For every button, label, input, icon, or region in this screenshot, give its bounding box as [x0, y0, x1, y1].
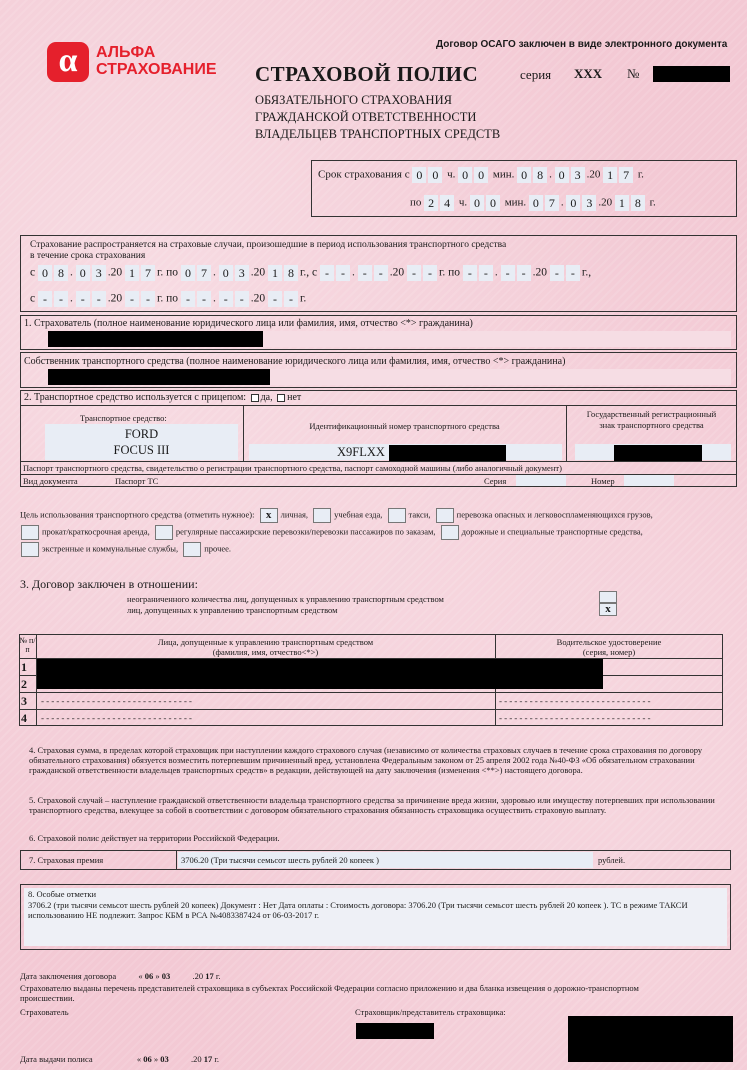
- cell: -: [197, 291, 211, 307]
- cell: 8: [54, 265, 68, 281]
- contract-unlimited: неограниченного количества лиц, допущенных к управлению транспортным средством: [127, 594, 444, 604]
- driver-4-name: ------------------------------: [40, 714, 194, 724]
- trailer-no-label: нет: [287, 392, 302, 403]
- logo-bottom-text: СТРАХОВАНИЕ: [96, 61, 217, 78]
- vehicle-label: Транспортное средство:: [80, 413, 167, 423]
- purpose-regular-checkbox[interactable]: [155, 525, 173, 540]
- cell: -: [268, 291, 282, 307]
- purpose-road-label: дорожные и специальные транспортные средства,: [461, 526, 643, 537]
- doc-type-label: Вид документа: [23, 476, 78, 486]
- vin-redacted: [389, 445, 506, 461]
- year-prefix: .20: [192, 971, 204, 981]
- cell: -: [463, 265, 477, 281]
- c-label: с: [30, 266, 36, 279]
- special-label: 8. Особые отметки: [28, 889, 96, 899]
- g-label: г.: [649, 196, 656, 209]
- cell: 3: [92, 265, 106, 281]
- col-license-header-2: (серия, номер): [582, 647, 636, 657]
- cell: -: [38, 291, 52, 307]
- row-num: 3: [21, 694, 27, 708]
- contract-year: 17: [205, 971, 214, 981]
- issue-year: 17: [203, 1054, 213, 1064]
- po-label: г. по: [438, 266, 461, 279]
- term-from-row: Срок страхования с 0 0 ч. 0 0 мин. 0 8 . 0 3 .20 1 7 г.: [318, 168, 644, 182]
- year-prefix: .20: [586, 168, 601, 181]
- cell: -: [92, 291, 106, 307]
- quote: «: [136, 1054, 142, 1064]
- g-label: г.,: [299, 266, 310, 279]
- row-num: 2: [21, 677, 27, 691]
- cell: -: [141, 291, 155, 307]
- cell: 0: [219, 265, 233, 281]
- purpose-training-checkbox[interactable]: [313, 508, 331, 523]
- cell: 7: [545, 195, 559, 211]
- reg-label-1: Государственный регистрационный: [586, 409, 717, 419]
- cell: -: [423, 265, 437, 281]
- special-text: 3706.2 (три тысячи семьсот шесть рублей 20 копеек) Документ : Нет Дата оплаты : Стоимость договора: 3706.20 (Три тысячи семьсот шесть рублей 20 копеек ). ТС в режиме ТАКСИ использованию НЕ подлежит. Запрос КБМ в РСА №4083387424 от 06-03-2017 г.: [28, 900, 688, 920]
- contract-title: 3. Договор заключен в отношении:: [20, 577, 198, 591]
- cell: 1: [125, 265, 139, 281]
- subtitle-2: ГРАЖДАНСКОЙ ОТВЕТСТВЕННОСТИ: [255, 110, 477, 124]
- subtitle-1: ОБЯЗАТЕЛЬНОГО СТРАХОВАНИЯ: [255, 93, 452, 107]
- driver-3-series: --------------: [498, 697, 570, 707]
- premium-label: 7. Страховая премия: [29, 855, 104, 865]
- cell: 0: [428, 167, 442, 183]
- driver-4-series: --------------: [498, 714, 570, 724]
- owner-name-redacted: [48, 369, 270, 385]
- cell: 0: [38, 265, 52, 281]
- purpose-dangerous-checkbox[interactable]: [436, 508, 454, 523]
- cell: 0: [529, 195, 543, 211]
- purpose-emergency-checkbox[interactable]: [21, 542, 39, 557]
- driver-1-redacted: [37, 659, 603, 689]
- cell: -: [566, 265, 580, 281]
- purpose-regular-label: регулярные пассажирские перевозки/перевозки пассажиров по заказам,: [175, 526, 436, 537]
- driver-3-name: ------------------------------: [40, 697, 194, 707]
- contract-unlimited-checkbox[interactable]: [599, 591, 617, 603]
- cell: 0: [470, 195, 484, 211]
- page-title: СТРАХОВОЙ ПОЛИС: [255, 62, 479, 86]
- purpose-row-3: [18, 542, 231, 557]
- cell: 3: [582, 195, 596, 211]
- g-label: г.: [299, 292, 307, 305]
- cell: -: [358, 265, 372, 281]
- g-label: г.,: [581, 266, 592, 279]
- cell: -: [125, 291, 139, 307]
- cell: -: [54, 291, 68, 307]
- doc-type-value: Паспорт ТС: [115, 476, 159, 486]
- logo: [47, 42, 247, 84]
- cell: -: [550, 265, 564, 281]
- policy-number-redacted: [653, 66, 730, 82]
- insurer-label: 1. Страхователь (полное наименование юридического лица или фамилия, имя, отчество <*> гражданина): [24, 318, 473, 329]
- year-prefix: .20: [598, 196, 613, 209]
- purpose-label: Цель использования транспортного средства (отметить нужное):: [20, 509, 255, 520]
- footer-info: Страхователю выданы перечень представителей страховщика в субъектах Российской Федерации согласно приложению и два бланка извещения о дорожно-транспортном происшествии.: [20, 983, 639, 1003]
- cell: -: [284, 291, 298, 307]
- row-num: 1: [21, 660, 27, 674]
- vehicle-model: FOCUS III: [113, 443, 170, 457]
- series-label: серия: [520, 67, 552, 82]
- year-prefix: .20: [191, 1054, 202, 1064]
- cell: -: [374, 265, 388, 281]
- insurer-name-redacted: [48, 331, 263, 347]
- insurer-rep-label: Страховщик/представитель страховщика:: [355, 1007, 506, 1017]
- purpose-taxi-checkbox[interactable]: [388, 508, 406, 523]
- reg-label-2: знак транспортного средства: [599, 420, 704, 430]
- purpose-training-label: учебная езда,: [334, 509, 383, 520]
- purpose-personal-label: личная,: [280, 509, 308, 520]
- contract-limited-checkbox[interactable]: x: [599, 603, 617, 616]
- term-to-row: по 2 4 ч. 0 0 мин. 0 7 . 0 3 .20 1 8 г.: [410, 196, 656, 210]
- premium-unit: рублей.: [598, 855, 626, 865]
- y20: .20: [107, 266, 123, 279]
- trailer-yes-checkbox[interactable]: [251, 394, 259, 402]
- driver-3-number: ----------------: [570, 697, 652, 707]
- purpose-other-checkbox[interactable]: [183, 542, 201, 557]
- cell: 0: [181, 265, 195, 281]
- period-text-2: в течение срока страхования: [30, 251, 146, 261]
- period-row-1: с 0 8 . 0 3 .20 1 7 г. по 0 7 . 0 3 .20 1 8 г., с - - . - - .20 - - г. по - - . - - .20 - - г.,: [30, 266, 592, 280]
- cell: -: [407, 265, 421, 281]
- owner-label: Собственник транспортного средства (полное наименование юридического лица или фамилия, имя, отчество <*> гражданина): [24, 356, 566, 367]
- cell: 7: [141, 265, 155, 281]
- issue-date-label: Дата выдачи полиса: [20, 1054, 93, 1064]
- cell: 1: [603, 167, 617, 183]
- terms-p4: 4. Страховая сумма, в пределах которой страховщик при наступлении каждого страхового случая (независимо от количества страховых случаев в течение срока страхования по договору обязательного страхования) обязуется возместить потерпевшим причиненный вред, установлена Федеральным законом от 25 апреля 2002 года №40-ФЗ «Об обязательном страховании гражданской ответственности владельцев транспортных средств» в редакции, действующей на дату заключения (изменения <**>) настоящего договора.: [29, 745, 703, 775]
- purpose-row-1: [20, 508, 653, 523]
- doc-series-field: [516, 475, 566, 486]
- cell: 3: [235, 265, 249, 281]
- y20: .20: [389, 266, 405, 279]
- representative-redacted: [356, 1023, 434, 1039]
- cell: 0: [486, 195, 500, 211]
- divider: [176, 850, 177, 870]
- trailer-label: 2. Транспортное средство используется с прицепом:: [24, 392, 247, 403]
- g-label: г.: [215, 971, 221, 981]
- row-num: 4: [21, 711, 27, 725]
- premium-value: 3706.20 (Три тысячи семьсот шесть рублей 20 копеек ): [181, 855, 379, 865]
- driver-4-number: ----------------: [570, 714, 652, 724]
- cell: 8: [284, 265, 298, 281]
- issue-date-row: [20, 1054, 219, 1064]
- doc-number-field: [624, 475, 674, 486]
- cell: -: [336, 265, 350, 281]
- purpose-personal-checkbox[interactable]: x: [260, 508, 278, 523]
- g-label: г.: [637, 168, 644, 181]
- cell: 0: [555, 167, 569, 183]
- cell: 1: [268, 265, 282, 281]
- cell: -: [320, 265, 334, 281]
- vin-prefix: X9FLXX: [337, 445, 385, 459]
- cell: -: [181, 291, 195, 307]
- quote: »: [153, 1054, 159, 1064]
- divider: [20, 461, 737, 462]
- term-from-label: Срок страхования с: [318, 168, 410, 181]
- contract-date-row: [20, 971, 221, 981]
- col-name-header-2: (фамилия, имя, отчество<*>): [212, 647, 319, 657]
- cell: 0: [412, 167, 426, 183]
- trailer-row: [24, 392, 301, 404]
- quote: »: [155, 971, 160, 981]
- purpose-rental-checkbox[interactable]: [21, 525, 39, 540]
- h-label: ч.: [447, 168, 456, 181]
- number-label: №: [627, 66, 640, 81]
- series-value: XXX: [574, 66, 603, 81]
- cell: 2: [424, 195, 438, 211]
- trailer-no-checkbox[interactable]: [277, 394, 285, 402]
- purpose-row-2: [18, 525, 643, 540]
- purpose-rental-label: прокат/краткосрочная аренда,: [42, 526, 150, 537]
- h-label: ч.: [458, 196, 468, 209]
- contract-date-label: Дата заключения договора: [20, 971, 117, 981]
- g-label: г.: [214, 1054, 220, 1064]
- purpose-emergency-label: экстренные и коммунальные службы,: [42, 543, 179, 554]
- min-label: мин.: [504, 196, 527, 209]
- cell: 8: [533, 167, 547, 183]
- doc-series-label: Серия: [484, 476, 507, 486]
- cell: 8: [631, 195, 645, 211]
- cell: -: [501, 265, 515, 281]
- purpose-other-label: прочее.: [204, 543, 232, 554]
- issue-day: 06: [143, 1054, 152, 1064]
- insured-label: Страхователь: [20, 1007, 69, 1017]
- terms-p6: 6. Страховой полис действует на территории Российской Федерации.: [29, 833, 280, 843]
- quote: «: [138, 971, 143, 981]
- c-label: с: [311, 266, 318, 279]
- electronic-note: Договор ОСАГО заключен в виде электронного документа: [436, 39, 728, 50]
- y20: .20: [250, 292, 266, 305]
- cell: -: [235, 291, 249, 307]
- y20: .20: [532, 266, 548, 279]
- divider: [20, 405, 737, 406]
- logo-top-text: АЛЬФА: [96, 44, 156, 61]
- po-label: г. по: [156, 266, 179, 279]
- cell: 0: [517, 167, 531, 183]
- cell: 3: [571, 167, 585, 183]
- contract-limited: лиц, допущенных к управлению транспортным средством: [127, 605, 338, 615]
- purpose-taxi-label: такси,: [408, 509, 431, 520]
- purpose-dangerous-label: перевозка опасных и легковоспламеняющихся грузов,: [456, 509, 653, 520]
- purpose-road-checkbox[interactable]: [441, 525, 459, 540]
- min-label: мин.: [492, 168, 515, 181]
- subtitle-3: ВЛАДЕЛЬЦЕВ ТРАНСПОРТНЫХ СРЕДСТВ: [255, 127, 501, 141]
- cell: 0: [474, 167, 488, 183]
- divider: [19, 692, 723, 693]
- term-to-label: по: [410, 196, 422, 209]
- vehicle-make: FORD: [124, 427, 159, 441]
- y20: .20: [250, 266, 266, 279]
- contract-day: 06: [144, 971, 154, 981]
- contract-month: 03: [161, 971, 171, 981]
- divider: [19, 709, 723, 710]
- period-text-1: Страхование распространяется на страховые случаи, произошедшие в период использования транспортного средства: [30, 240, 507, 250]
- period-row-2: с - - . - - .20 - - г. по - - . - - .20 - - г.: [30, 292, 307, 306]
- col-license-header-1: Водительское удостоверение: [556, 637, 662, 647]
- cell: 0: [566, 195, 580, 211]
- c-label: с: [30, 292, 36, 305]
- stamp-redacted: [568, 1016, 733, 1062]
- terms-p5: 5. Страховой случай – наступление гражданской ответственности владельца транспортного средства за причинение вреда жизни, здоровью или имуществу потерпевших при использовании транспортного средства, влекущее за собой в соответствии с договором обязательного страхования обязанность страховщика осуществить страховую выплату.: [29, 795, 715, 815]
- po-label: г. по: [156, 292, 179, 305]
- cell: -: [76, 291, 90, 307]
- col-num-header: № п/п: [19, 636, 36, 654]
- cell: 4: [440, 195, 454, 211]
- cell: -: [517, 265, 531, 281]
- vin-label: Идентификационный номер транспортного средства: [309, 421, 500, 431]
- passport-label: Паспорт транспортного средства, свидетельство о регистрации транспортного средства, паспорт самоходной машины (либо аналогичный документ): [23, 463, 562, 473]
- cell: -: [219, 291, 233, 307]
- divider: [243, 405, 244, 461]
- cell: 7: [619, 167, 633, 183]
- reg-plate-redacted: [614, 445, 702, 461]
- cell: -: [479, 265, 493, 281]
- trailer-yes-label: да,: [260, 392, 273, 403]
- cell: 0: [76, 265, 90, 281]
- cell: 1: [615, 195, 629, 211]
- issue-month: 03: [160, 1054, 169, 1064]
- doc-number-label: Номер: [591, 476, 615, 486]
- col-name-header-1: Лица, допущенные к управлению транспортным средством: [157, 637, 374, 647]
- logo-alpha-icon: α: [47, 42, 89, 82]
- cell: 0: [458, 167, 472, 183]
- cell: 7: [197, 265, 211, 281]
- y20: .20: [107, 292, 123, 305]
